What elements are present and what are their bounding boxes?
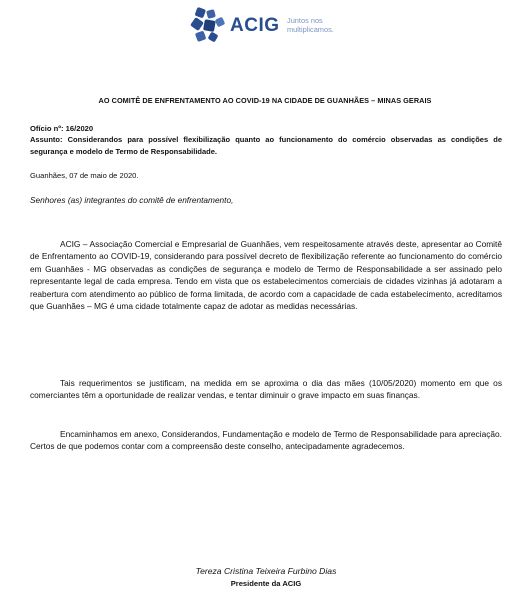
- paragraph-text: Encaminhamos em anexo, Considerandos, Fundamentação e modelo de Termo de Responsabilidade para apreciação. Certos de que podemos contar com a compreensão deste conselho, antecipadamente agradecemos.: [30, 429, 502, 452]
- logo-wordmark: ACIG: [230, 15, 280, 36]
- body-paragraph-1: [30, 238, 502, 313]
- logo-tagline: Juntos nos multiplicamos.: [287, 16, 334, 34]
- letter-heading: AO COMITÊ DE ENFRENTAMENTO AO COVID-19 NA CIDADE DE GUANHÃES – MINAS GERAIS: [98, 96, 432, 105]
- letter-greeting: Senhores (as) integrantes do comitê de enfrentamento,: [30, 195, 234, 205]
- acig-logo: [190, 6, 350, 46]
- signature-role: Presidente da ACIG: [230, 579, 302, 588]
- oficio-number: Ofício nº: 16/2020: [30, 124, 94, 133]
- acig-logo-mark-icon: [190, 6, 228, 44]
- assunto-line: Assunto: Considerandos para possível flexibilização quanto ao funcionamento do comércio observadas as condições de segurança e modelo de Termo de Responsabilidade.: [30, 135, 502, 156]
- paragraph-text: ACIG – Associação Comercial e Empresarial de Guanhães, vem respeitosamente através deste, apresentar ao Comitê de Enfrentamento ao COVID-19, considerando para possível decreto de flexibilização referente ao funcionamento do comércio em Guanhães - MG observadas as condições de segurança e modelo de Termo de Responsabilidade a ser assinado pelo representante legal de cada empresa. Tendo em vista que os estabelecimentos comerciais de cidades vizinhas já adotaram a reabertura com atendimento ao público de forma limitada, de acordo com a capacidade de cada estabelecimento, acreditamos que Guanhães – MG é uma cidade totalmente capaz de adotar as medidas necessárias.: [30, 239, 502, 312]
- letter-date: Guanhães, 07 de maio de 2020.: [30, 171, 139, 180]
- body-paragraph-3: [30, 428, 502, 453]
- paragraph-text: Tais requerimentos se justificam, na medida em se aproxima o dia das mães (10/05/2020) momento em que os comerciantes têm a oportunidade de realizar vendas, e tentar diminuir o grave impacto em suas finanças.: [30, 378, 502, 401]
- body-paragraph-2: [30, 377, 502, 402]
- signature-name: Tereza Cristina Teixeira Furbino Dias: [195, 566, 337, 576]
